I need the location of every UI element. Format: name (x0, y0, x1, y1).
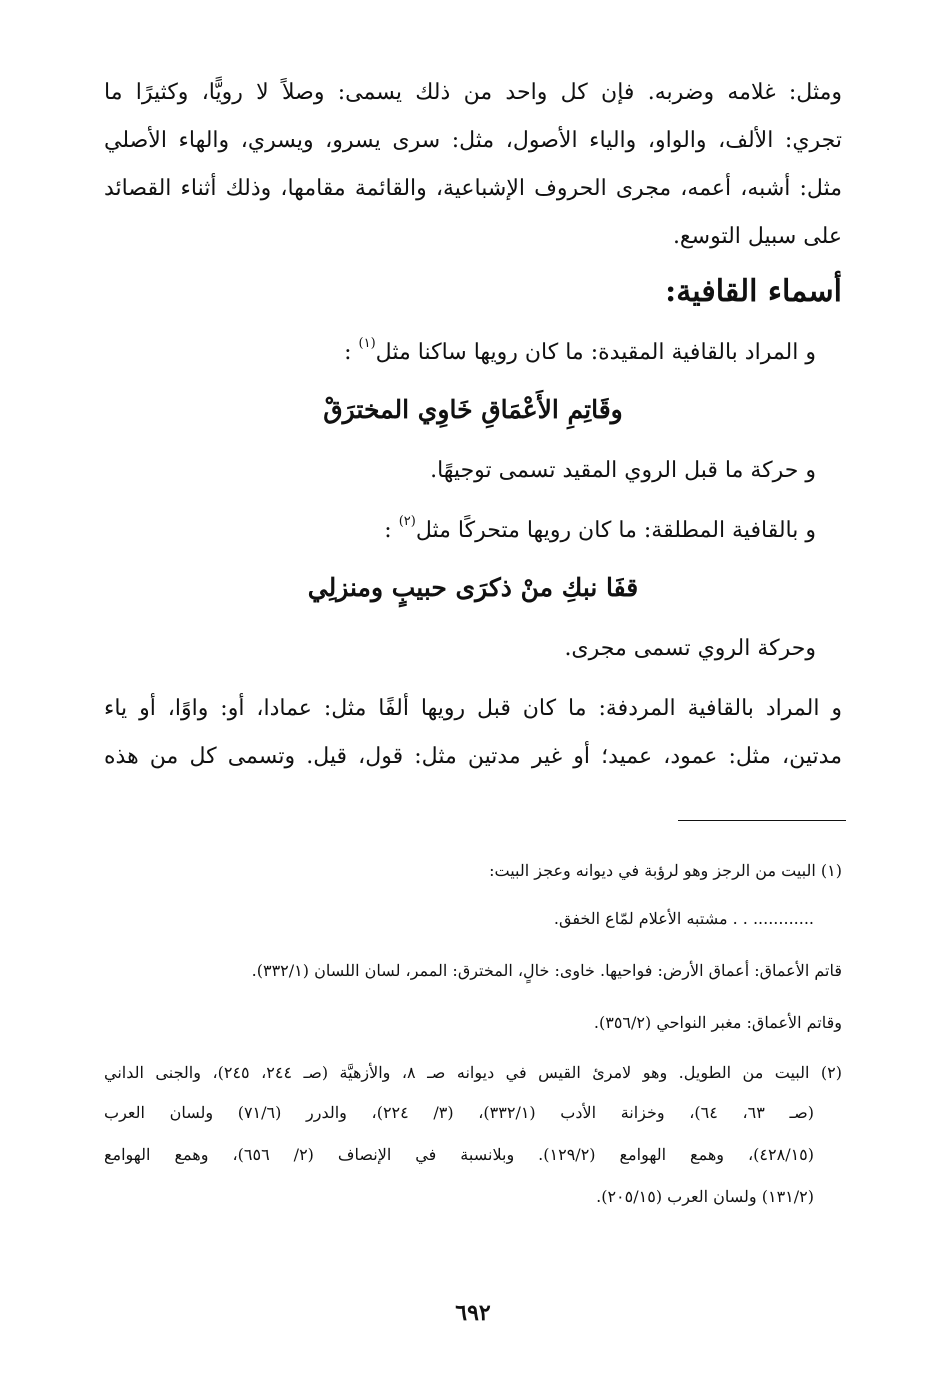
restricted-rhyme-definition (344, 338, 816, 368)
restricted-rhyme-text: و المراد بالقافية المقيدة: ما كان رويها ساكنا مثل (375, 340, 816, 365)
tawjih-line: و حركة ما قبل الروي المقيد تسمى توجيهًا. (430, 458, 816, 483)
footnote-separator (678, 820, 846, 821)
page-number: ٦٩٢ (455, 1300, 491, 1326)
paragraph-1-line-3: مثل: أشبه، أعمه، مجرى الحروف الإشباعية، والقائمة مقامها، وذلك أثناء القصائد (104, 176, 842, 201)
footnote-1-line-2: ............ . . مشتبه الأعلام لمّاع الخفق. (553, 909, 814, 928)
footnote-1-line-4: وقاتم الأعماق: مغبر النواحي (٣٥٦/٢). (593, 1013, 842, 1032)
verse-1: وقَاتِمِ الأَعْمَاقِ خَاوِي المخترَقْ (323, 395, 623, 424)
absolute-rhyme-definition (384, 516, 816, 546)
footnote-2-line-4: (١٣١/٢) ولسان العرب (٢٠٥/١٥). (596, 1187, 814, 1206)
murdafa-line-1: و المراد بالقافية المردفة: ما كان قبل رويها ألفًا مثل: عمادا، أو: واوًا، أو ياء (104, 696, 842, 721)
footnote-ref-1: (١) (358, 336, 376, 351)
verse-2: قفَا نبكِ منْ ذكرَى حبيبٍ ومنزلِي (307, 573, 639, 602)
footnote-1-line-1: (١) البيت من الرجز وهو لرؤبة في ديوانه وعجز البيت: (489, 861, 842, 880)
paragraph-1-line-2: تجري: الألف، والواو، والياء الأصول، مثل: سرى يسرو، ويسري، والهاء الأصلي (104, 128, 842, 153)
absolute-rhyme-colon: : (384, 518, 392, 543)
section-heading: أسماء القافية: (665, 274, 842, 309)
footnote-1-line-3: قاتم الأعماق: أعماق الأرض: فواحيها. خاوى: خالٍ، المخترق: الممر، لسان اللسان (٣٣٢/١). (251, 961, 842, 980)
footnote-2-line-3: (٤٢٨/١٥)، وهمع الهوامع (١٢٩/٢). وبلانسبة في الإنصاف (٢/ ٦٥٦)، وهمع الهوامع (104, 1145, 815, 1164)
footnote-ref-2: (٢) (398, 514, 416, 529)
restricted-rhyme-colon: : (344, 340, 352, 365)
murdafa-line-2: مدتين، مثل: عمود، عميد؛ أو غير مدتين مثل: قول، قيل. وتسمى كل من هذه (104, 744, 842, 769)
majra-line: وحركة الروي تسمى مجرى. (564, 636, 816, 661)
paragraph-1-line-1: ومثل: غلامه وضربه. فإن كل واحد من ذلك يسمى: وصلاً لا رويًّا، وكثيرًا ما (104, 80, 842, 105)
footnote-2-line-2: (صـ ٦٣، ٦٤)، وخزانة الأدب (٣٣٢/١)، (٣/ ٢٢٤)، والدرر (٧١/٦) ولسان العرب (104, 1103, 815, 1122)
paragraph-1-line-4: على سبيل التوسع. (672, 224, 842, 249)
absolute-rhyme-text: و بالقافية المطلقة: ما كان رويها متحركًا مثل (415, 518, 816, 543)
footnote-2-line-1: (٢) البيت من الطويل. وهو لامرئ القيس في ديوانه صـ ٨، والأزهيَّة (صـ ٢٤٤، ٢٤٥)، والجنى الداني (104, 1063, 842, 1082)
